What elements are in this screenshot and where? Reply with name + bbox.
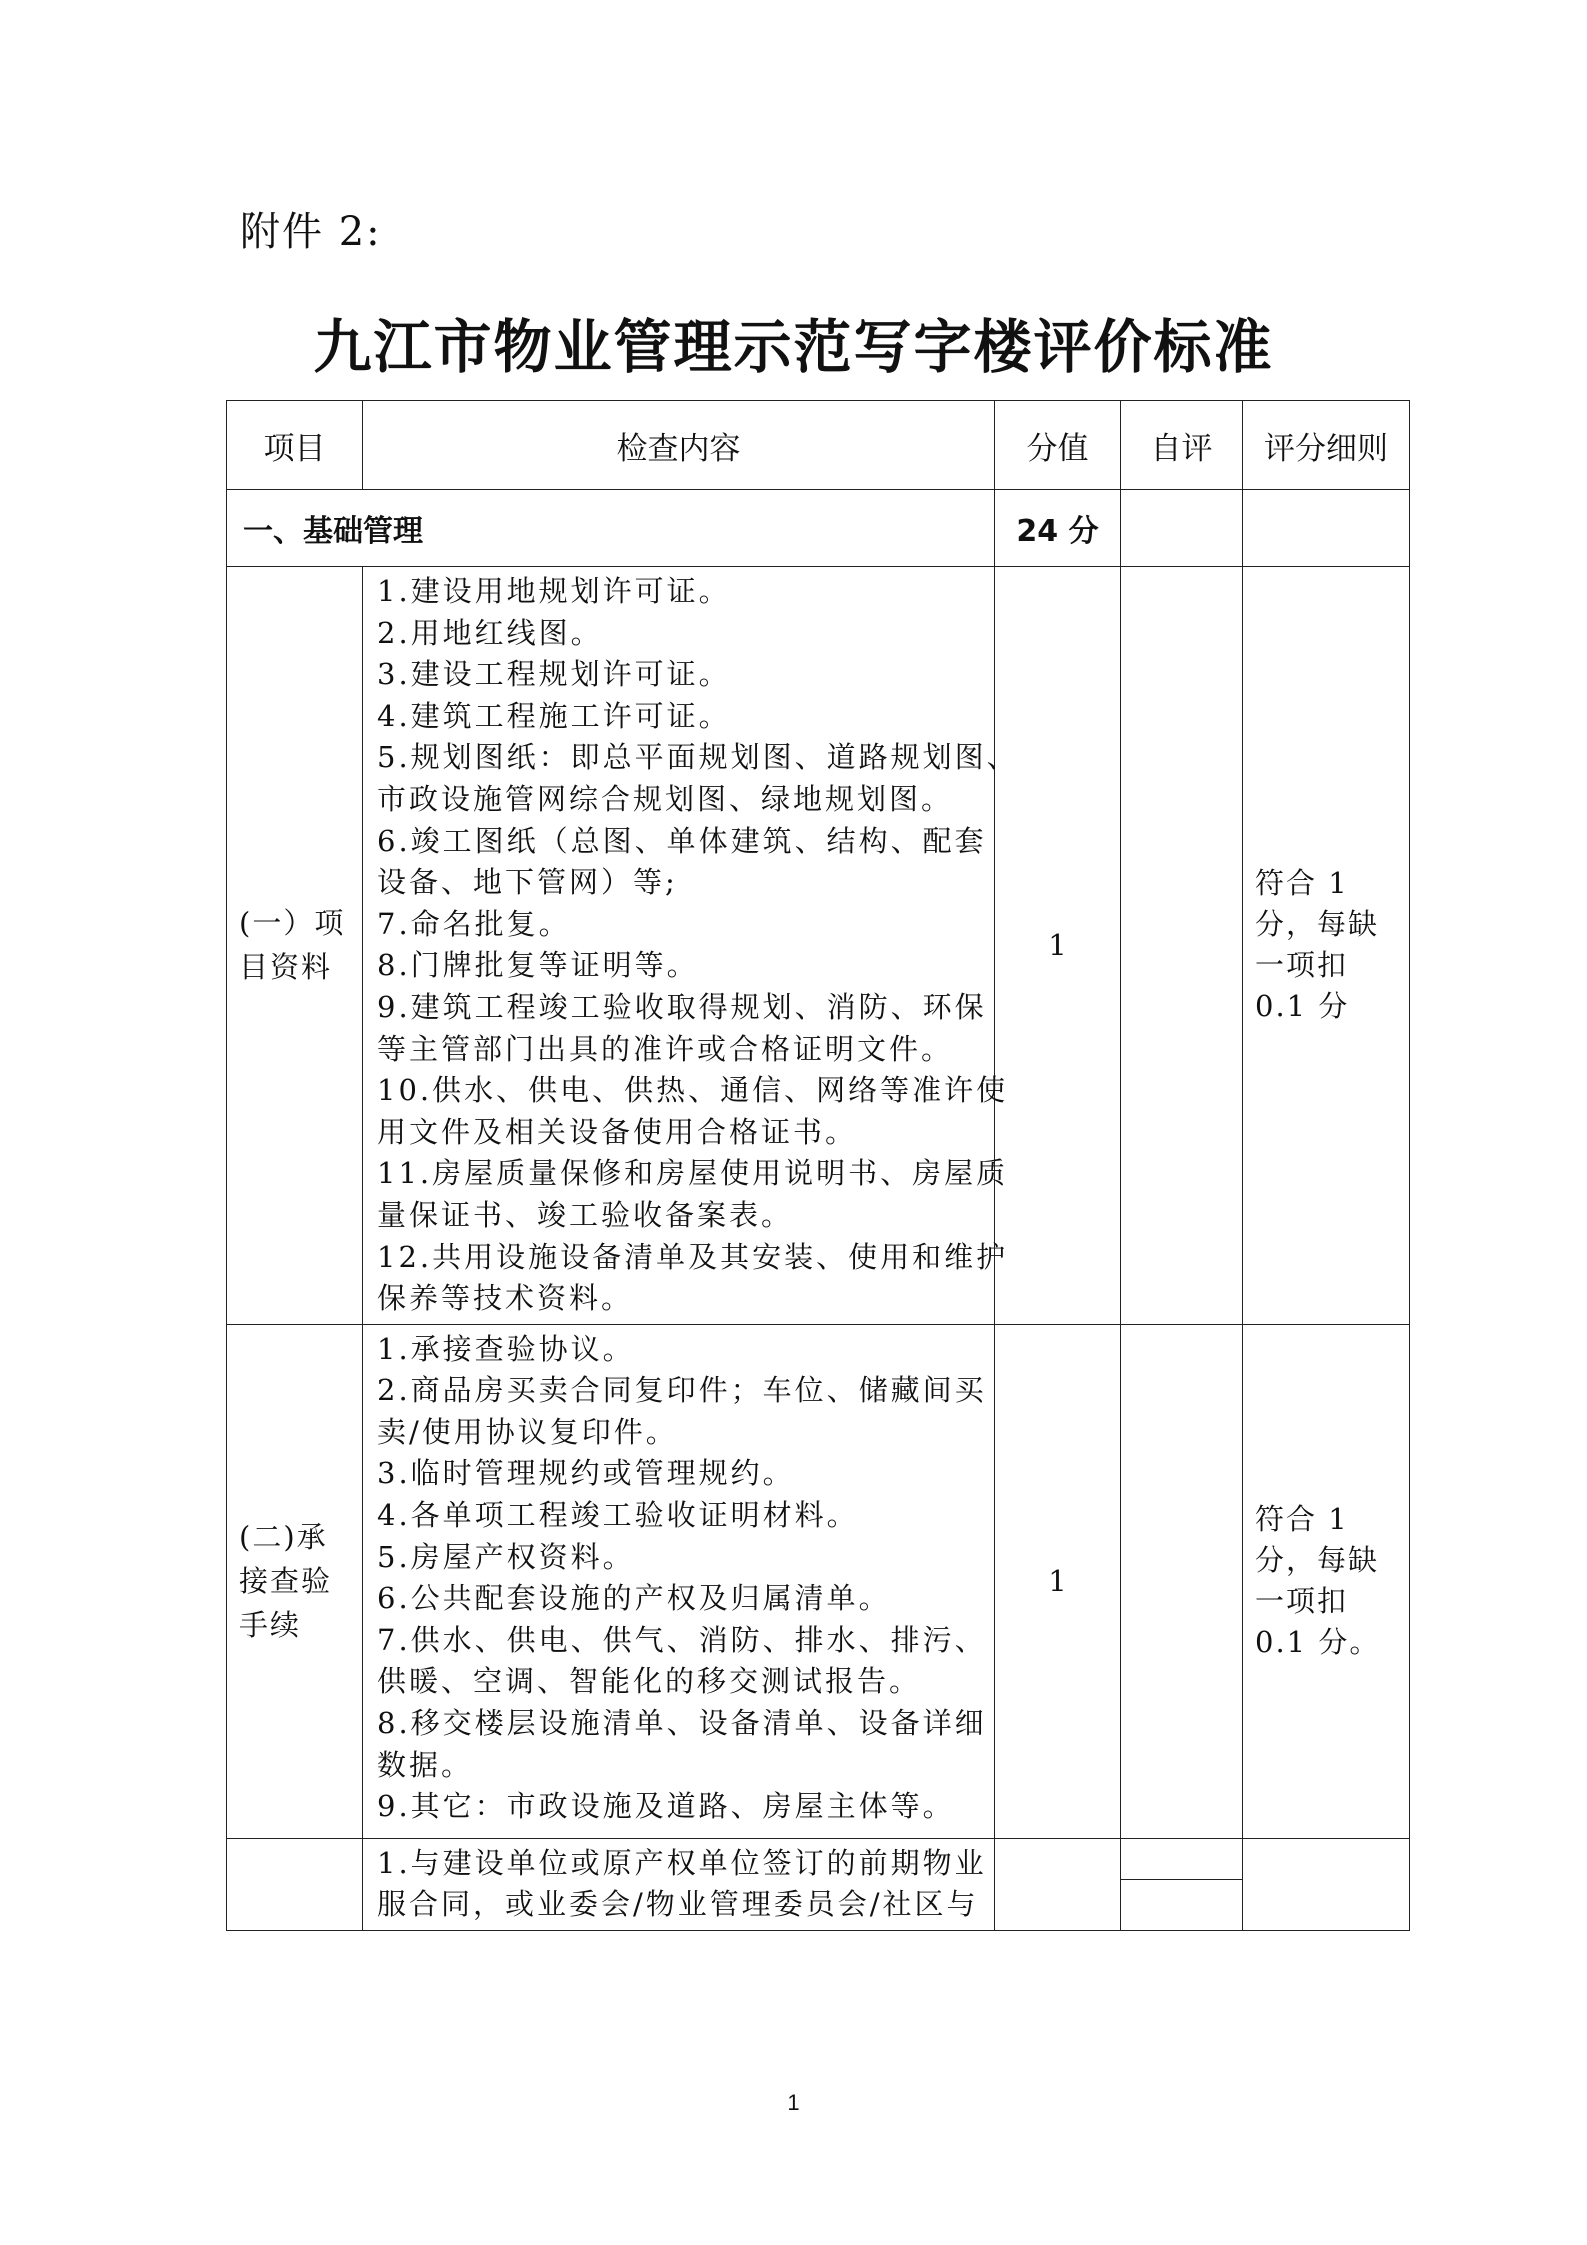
content-line: 6.公共配套设施的产权及归属清单。 (377, 1581, 891, 1616)
row-self-eval (1121, 1324, 1243, 1838)
section-self-eval-cell (1121, 490, 1243, 567)
content-line: 数据。 (377, 1747, 474, 1782)
page-number: 1 (787, 2090, 800, 2115)
content-line: 5.房屋产权资料。 (377, 1539, 635, 1574)
row-self-eval (1121, 1838, 1243, 1930)
row-rule: 符合 1 分，每缺一项扣 0.1 分。 (1243, 1324, 1410, 1838)
content-line: 5.规划图纸：即总平面规划图、道路规划图、 (377, 740, 1019, 775)
table-row (227, 1324, 1410, 1838)
content-line: 1.建设用地规划许可证。 (377, 574, 731, 608)
header-self-eval: 自评 (1121, 401, 1243, 490)
content-line: 3.临时管理规约或管理规约。 (377, 1456, 795, 1491)
header-score: 分值 (995, 401, 1121, 490)
row-score (995, 1838, 1121, 1930)
content-line: 2.商品房买卖合同复印件；车位、储藏间买 (377, 1373, 987, 1408)
header-content: 检查内容 (363, 401, 995, 490)
content-line: 供暖、空调、智能化的移交测试报告。 (377, 1664, 922, 1699)
content-line: 设备、地下管网）等; (377, 865, 678, 900)
content-line: 9.建筑工程竣工验收取得规划、消防、环保 (377, 989, 987, 1024)
document-title: 九江市物业管理示范写字楼评价标准 (313, 313, 1274, 381)
section-rule-cell (1243, 490, 1410, 567)
content-line: 6.竣工图纸（总图、单体建筑、结构、配套 (377, 823, 987, 858)
evaluation-table (226, 400, 1410, 1931)
table-row (227, 567, 1410, 1325)
header-rule: 评分细则 (1243, 401, 1410, 490)
row-content (363, 567, 1019, 1325)
self-eval-subdivider (1121, 1839, 1242, 1880)
row-content (363, 1838, 995, 1930)
content-line: 9.其它：市政设施及道路、房屋主体等。 (377, 1789, 955, 1824)
table-row (227, 1838, 1410, 1930)
content-line: 4.建筑工程施工许可证。 (377, 698, 731, 733)
row-content (363, 1324, 995, 1838)
content-line: 4.各单项工程竣工验收证明材料。 (377, 1498, 859, 1533)
content-line: 12.共用设施设备清单及其安装、使用和维护 (377, 1239, 1009, 1274)
content-line: 等主管部门出具的准许或合格证明文件。 (377, 1031, 954, 1066)
content-line: 1.承接查验协议。 (377, 1331, 635, 1366)
header-item: 项目 (227, 401, 363, 490)
section-row (227, 490, 1410, 567)
table-header-row (227, 401, 1410, 490)
section-points: 24 分 (995, 490, 1121, 567)
row-item: (一）项目资料 (227, 567, 363, 1325)
content-line: 11.房屋质量保修和房屋使用说明书、房屋质 (377, 1156, 1009, 1191)
content-line: 3.建设工程规划许可证。 (377, 657, 731, 692)
row-item (227, 1838, 363, 1930)
content-line: 8.门牌批复等证明等。 (377, 948, 699, 983)
content-line: 服合同，或业委会/物业管理委员会/社区与 (377, 1887, 979, 1922)
section-label: 一、基础管理 (227, 490, 995, 567)
content-line: 8.移交楼层设施清单、设备清单、设备详细 (377, 1706, 987, 1741)
attachment-label: 附件 2: (240, 209, 382, 255)
row-item: (二)承接查验手续 (227, 1324, 363, 1838)
row-self-eval (1121, 567, 1243, 1325)
content-line: 用文件及相关设备使用合格证书。 (377, 1114, 858, 1149)
content-line: 7.命名批复。 (377, 906, 571, 941)
content-line: 量保证书、竣工验收备案表。 (377, 1197, 794, 1232)
content-line: 保养等技术资料。 (377, 1281, 634, 1316)
row-score: 1 (995, 567, 1121, 1325)
content-line: 10.供水、供电、供热、通信、网络等准许使 (377, 1073, 1009, 1108)
content-line: 卖/使用协议复印件。 (377, 1414, 678, 1449)
content-line: 7.供水、供电、供气、消防、排水、排污、 (377, 1622, 987, 1657)
content-line: 1.与建设单位或原产权单位签订的前期物业 (377, 1845, 987, 1880)
content-line: 市政设施管网综合规划图、绿地规划图。 (377, 781, 954, 816)
row-rule (1243, 1838, 1410, 1930)
content-line: 2.用地红线图。 (377, 615, 603, 650)
row-rule: 符合 1 分，每缺一项扣 0.1 分 (1243, 567, 1410, 1325)
row-score: 1 (995, 1324, 1121, 1838)
